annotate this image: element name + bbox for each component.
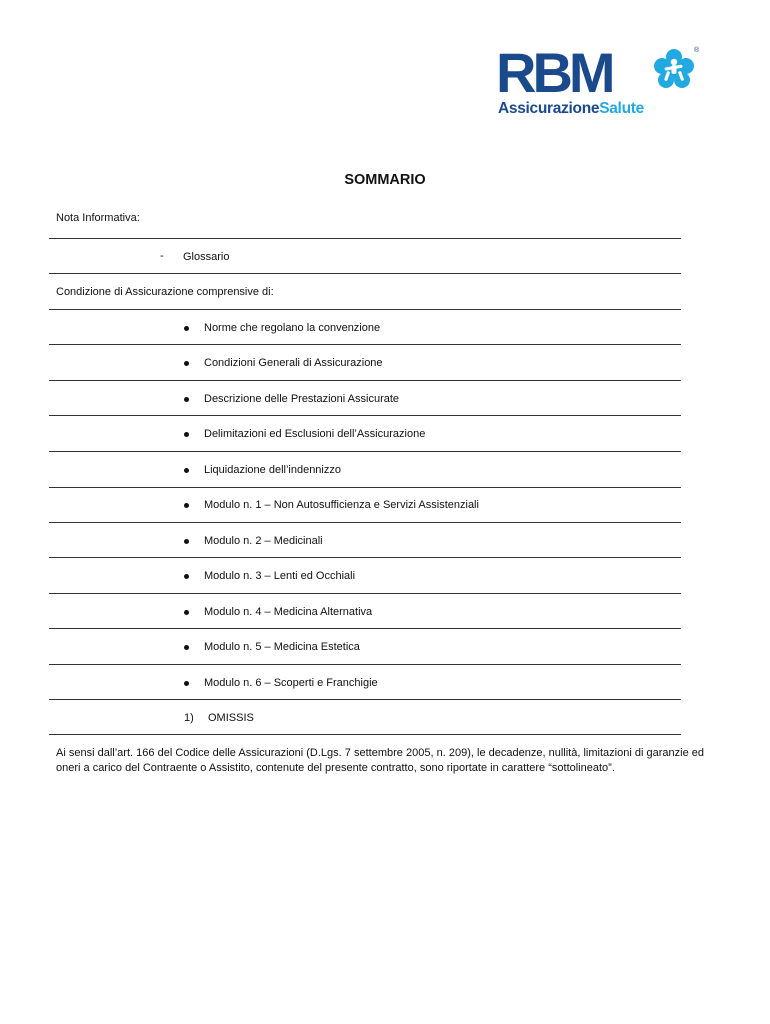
rbm-logo bbox=[496, 44, 706, 124]
divider bbox=[49, 344, 681, 345]
divider bbox=[49, 522, 681, 523]
bullet-icon bbox=[184, 361, 189, 366]
bullet-icon bbox=[184, 326, 189, 331]
toc-item-omissis[interactable]: OMISSIS bbox=[208, 712, 254, 724]
toc-item-modulo-1[interactable]: Modulo n. 1 – Non Autosufficienza e Servizi Assistenziali bbox=[204, 499, 479, 511]
bullet-icon bbox=[184, 397, 189, 402]
logo-tagline bbox=[498, 100, 644, 118]
bullet-icon bbox=[184, 539, 189, 544]
toc-item-modulo-4[interactable]: Modulo n. 4 – Medicina Alternativa bbox=[204, 606, 373, 618]
toc-item-modulo-3[interactable]: Modulo n. 3 – Lenti ed Occhiali bbox=[204, 570, 356, 582]
legal-note: Ai sensi dall’art. 166 del Codice delle Assicurazioni (D.Lgs. 7 settembre 2005, n. 209), le decadenze, nullità, limitazioni di garanzie ed oneri a carico del Contraente o Assistito, contenute del presente contratto, sono riportate in carattere “sottolineato”. bbox=[56, 747, 704, 774]
divider bbox=[49, 664, 681, 665]
logo-tagline-salute: Salute bbox=[599, 100, 644, 117]
toc-item-modulo-5[interactable]: Modulo n. 5 – Medicina Estetica bbox=[204, 641, 360, 653]
divider bbox=[49, 451, 681, 452]
number-marker: 1) bbox=[184, 712, 194, 724]
logo-tagline-assicurazione: Assicurazione bbox=[498, 100, 600, 117]
toc-item-norme[interactable]: Norme che regolano la convenzione bbox=[204, 322, 381, 334]
divider bbox=[49, 238, 681, 239]
divider bbox=[49, 309, 681, 310]
divider bbox=[49, 273, 681, 274]
glossario-item[interactable]: Glossario bbox=[183, 251, 230, 263]
toc-item-condizioni-generali[interactable]: Condizioni Generali di Assicurazione bbox=[204, 357, 383, 369]
divider bbox=[49, 699, 681, 700]
toc-item-liquidazione[interactable]: Liquidazione dell’indennizzo bbox=[204, 464, 341, 476]
divider bbox=[49, 734, 681, 735]
nota-informativa-heading: Nota Informativa: bbox=[56, 212, 140, 224]
bullet-icon bbox=[184, 468, 189, 473]
divider bbox=[49, 487, 681, 488]
rbm-logo-mark bbox=[496, 44, 706, 102]
divider bbox=[49, 628, 681, 629]
svg-text:RBM: RBM bbox=[496, 44, 612, 102]
divider bbox=[49, 593, 681, 594]
dash-marker: - bbox=[160, 250, 164, 262]
bullet-icon bbox=[184, 681, 189, 686]
bullet-icon bbox=[184, 610, 189, 615]
divider bbox=[49, 380, 681, 381]
condizioni-heading: Condizione di Assicurazione comprensive di: bbox=[56, 286, 274, 298]
bullet-icon bbox=[184, 574, 189, 579]
toc-item-delimitazioni[interactable]: Delimitazioni ed Esclusioni dell’Assicurazione bbox=[204, 428, 426, 440]
toc-item-descrizione-prestazioni[interactable]: Descrizione delle Prestazioni Assicurate bbox=[204, 393, 400, 405]
registered-mark: ® bbox=[694, 47, 700, 54]
bullet-icon bbox=[184, 432, 189, 437]
bullet-icon bbox=[184, 645, 189, 650]
bullet-icon bbox=[184, 503, 189, 508]
divider bbox=[49, 415, 681, 416]
toc-item-modulo-2[interactable]: Modulo n. 2 – Medicinali bbox=[204, 535, 323, 547]
divider bbox=[49, 557, 681, 558]
toc-item-modulo-6[interactable]: Modulo n. 6 – Scoperti e Franchigie bbox=[204, 677, 378, 689]
page-title: SOMMARIO bbox=[344, 172, 426, 188]
